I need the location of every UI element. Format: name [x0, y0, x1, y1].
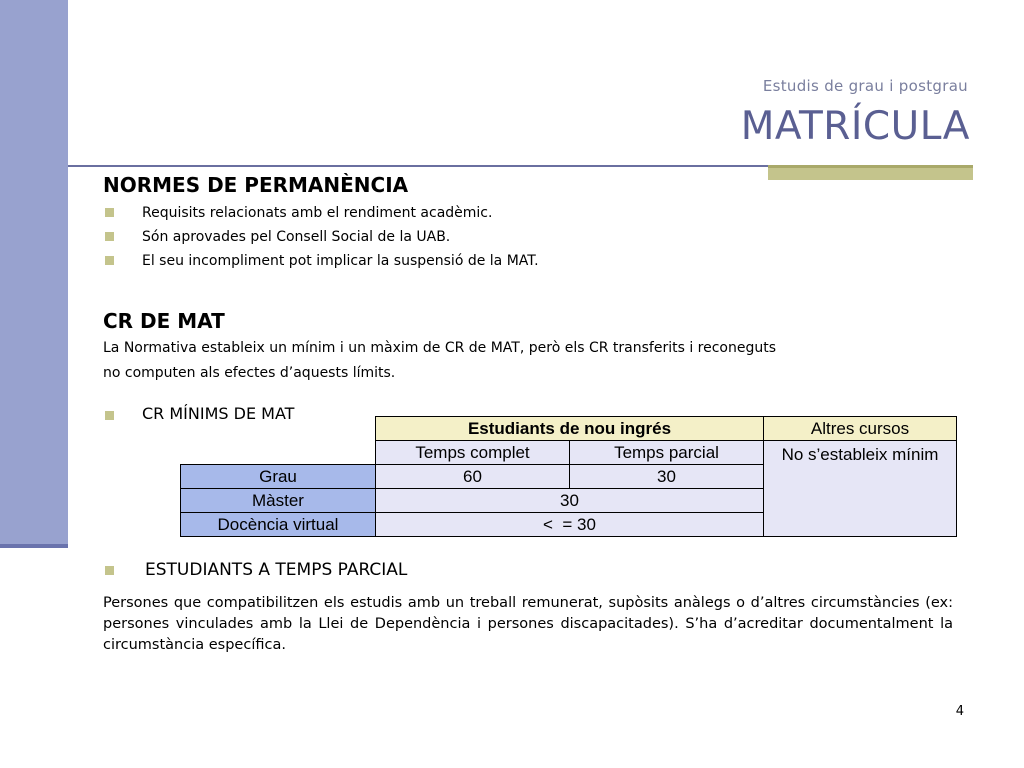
slide-subtitle: Estudis de grau i postgrau [762, 77, 968, 95]
header-accent-stripe [768, 165, 973, 168]
table-row-label: Docència virtual [181, 513, 376, 537]
square-bullet-icon [105, 232, 114, 241]
table-subheader-part: Temps parcial [570, 441, 764, 465]
section-heading-normes: NORMES DE PERMANÈNCIA [103, 173, 409, 197]
temps-parcial-heading: ESTUDIANTS A TEMPS PARCIAL [145, 560, 408, 580]
bullet-text: Són aprovades pel Consell Social de la UAB. [142, 229, 451, 245]
table-subheader-full: Temps complet [376, 441, 570, 465]
cr-minims-table [180, 416, 957, 537]
square-bullet-icon [105, 566, 114, 575]
cr-paragraph-line2: no computen als efectes d’aquests límits. [103, 365, 396, 381]
list-item [103, 225, 539, 249]
square-bullet-icon [105, 411, 114, 420]
table-row-label: Màster [181, 489, 376, 513]
table-cell: 30 [570, 465, 764, 489]
section-heading-cr: CR DE MAT [103, 309, 225, 333]
slide-title: MATRÍCULA [740, 104, 970, 149]
cr-minims-label: CR MÍNIMS DE MAT [142, 404, 295, 423]
list-item [103, 201, 539, 225]
table-corner [181, 441, 376, 465]
cr-paragraph-line1: La Normativa estableix un mínim i un màxim de CR de MAT, però els CR transferits i reconeguts [103, 340, 777, 356]
list-item [103, 249, 539, 273]
table-cell: 60 [376, 465, 570, 489]
table-header-new: Estudiants de nou ingrés [376, 417, 764, 441]
table-row-label: Grau [181, 465, 376, 489]
square-bullet-icon [105, 208, 114, 217]
table-row [181, 417, 957, 441]
bullet-text: El seu incompliment pot implicar la suspensió de la MAT. [142, 253, 539, 269]
table-row [181, 441, 957, 465]
bullet-text: Requisits relacionats amb el rendiment acadèmic. [142, 205, 493, 221]
table-other-value: No s’estableix mínim [764, 441, 957, 537]
table-cell: < = 30 [376, 513, 764, 537]
table-header-other: Altres cursos [764, 417, 957, 441]
page-number: 4 [955, 704, 964, 719]
left-decor-bar-edge [0, 544, 68, 548]
temps-parcial-paragraph: Persones que compatibilitzen els estudis amb un treball remunerat, supòsits anàlegs o d’altres circumstàncies (ex: persones vinculades amb la Llei de Dependència i persones discapacitades). S’ha d’acreditar documentalment la circumstància específica. [103, 595, 953, 653]
table-corner [181, 417, 376, 441]
normes-bullet-list [103, 201, 539, 273]
square-bullet-icon [105, 256, 114, 265]
table-cell: 30 [376, 489, 764, 513]
left-decor-bar [0, 0, 68, 547]
